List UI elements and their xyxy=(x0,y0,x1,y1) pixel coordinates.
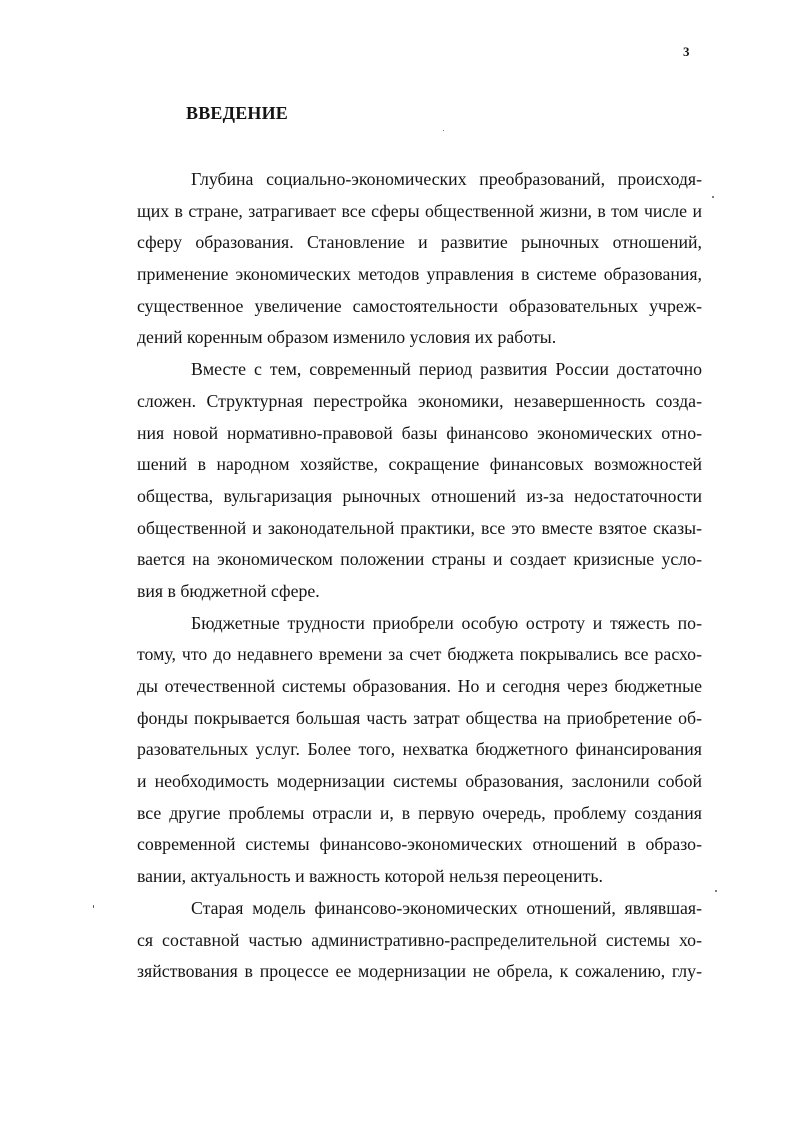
text-line: сложен. Структурная перестройка экономики, незавершенность созда- xyxy=(137,390,702,411)
text-line: тому, что до недавнего времени за счет бюджета покрывались все расхо- xyxy=(137,644,702,665)
body-text xyxy=(137,164,702,988)
text-line: дений коренным образом изменило условия их работы. xyxy=(137,327,557,348)
text-line: сферу образования. Становление и развитие рыночных отношений, xyxy=(137,232,702,253)
text-line: применение экономических методов управления в системе образования, xyxy=(137,264,702,285)
text-line: все другие проблемы отрасли и, в первую очередь, проблему создания xyxy=(137,802,702,823)
text-line: существенное увеличение самостоятельности образовательных учреж- xyxy=(137,295,702,316)
text-line: вании, актуальность и важность которой нельзя переоценить. xyxy=(137,866,603,887)
text-line: фонды покрывается большая часть затрат общества на приобретение об- xyxy=(137,707,702,728)
scan-speck xyxy=(443,130,444,131)
text-line: зяйствования в процессе ее модернизации не обрела, к сожалению, глу- xyxy=(137,961,702,982)
text-line: ся составной частью административно-распределительной системы хо- xyxy=(137,929,702,950)
text-line: Глубина социально-экономических преобразований, происходя- xyxy=(191,169,702,189)
text-line: Старая модель финансово-экономических отношений, являвшая- xyxy=(191,897,702,918)
scan-speck xyxy=(715,890,717,892)
text-line: и необходимость модернизации системы образования, заслонили собой xyxy=(137,771,702,792)
text-line: шений в народном хозяйстве, сокращение финансовых возможностей xyxy=(137,454,702,475)
text-line: разовательных услуг. Более того, нехватка бюджетного финансирования xyxy=(137,739,702,760)
section-heading: ВВЕДЕНИЕ xyxy=(186,103,289,123)
text-line: вается на экономическом положении страны и создает кризисные усло- xyxy=(137,549,702,570)
text-line: Бюджетные трудности приобрели особую остроту и тяжесть по- xyxy=(191,612,702,633)
scan-speck xyxy=(93,905,94,908)
text-line: ния новой нормативно-правовой базы финансово экономических отно- xyxy=(137,422,702,443)
page-number: 3 xyxy=(683,44,690,59)
text-line: Вместе с тем, современный период развития России достаточно xyxy=(191,359,702,380)
text-line: ды отечественной системы образования. Но и сегодня через бюджетные xyxy=(137,676,702,696)
text-line: щих в стране, затрагивает все сферы общественной жизни, в том числе и xyxy=(137,200,702,221)
text-line: современной системы финансово-экономических отношений в образо- xyxy=(137,834,702,855)
text-line: вия в бюджетной сфере. xyxy=(137,580,320,601)
scan-speck xyxy=(712,196,714,198)
text-line: общества, вульгаризация рыночных отношений из-за недостаточности xyxy=(137,485,702,506)
text-line: общественной и законодательной практики, все это вместе взятое сказы- xyxy=(137,517,702,538)
